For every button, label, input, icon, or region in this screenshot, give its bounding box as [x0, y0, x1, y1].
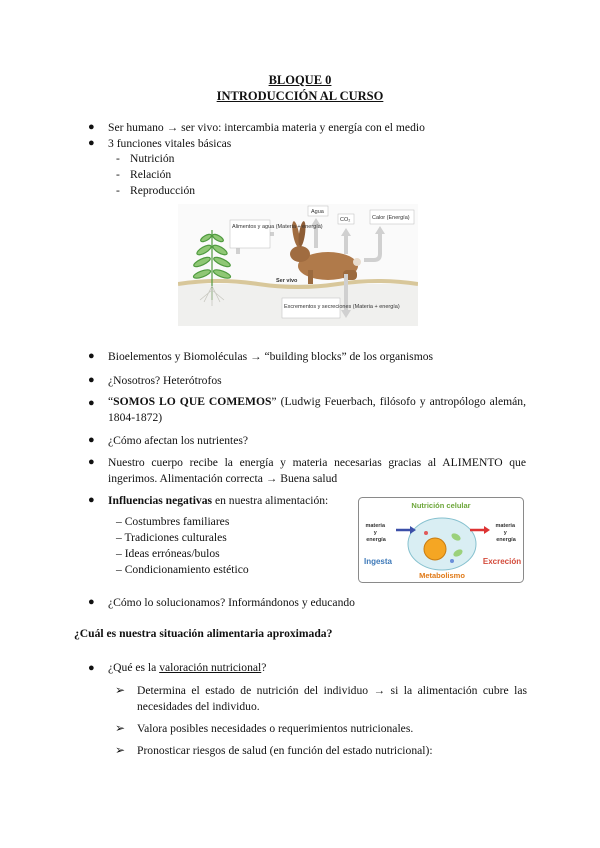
bullet-icon: ●	[88, 662, 95, 674]
bullet-text: Influencias negativas en nuestra alimentación:	[108, 494, 329, 507]
bullet-text: ¿Nosotros? Heterótrofos	[108, 374, 222, 387]
influences-bold: Influencias negativas	[108, 494, 213, 507]
nutritional-assessment-term: valoración nutricional	[159, 661, 262, 674]
page-subtitle: INTRODUCCIÓN AL CURSO	[216, 89, 384, 103]
bullet-icon: ●	[88, 121, 95, 133]
sub-item-text: Valora posibles necesidades o requerimientos nutricionales.	[137, 722, 414, 735]
sub-item-text: Pronosticar riesgos de salud (en función del estado nutricional):	[137, 744, 433, 757]
list-item: – Tradiciones culturales	[116, 531, 227, 544]
bullet-icon: ●	[88, 137, 95, 149]
bullet-text: Bioelementos y Biomoléculas → “building blocks” de los organismos	[108, 350, 434, 363]
bullet-text: ¿Cómo lo solucionamos? Informándonos y educando	[108, 596, 355, 609]
sub-item-text: Determina el estado de nutrición del individuo → si la alimentación cubre las necesidades del individuo.	[137, 684, 527, 713]
bullet-icon: ●	[88, 374, 95, 386]
list-item: – Ideas erróneas/bulos	[116, 547, 220, 560]
bullet-icon: ●	[88, 434, 95, 446]
heat-label: Calor (Energía)	[372, 215, 410, 221]
bullet-text: ¿Cómo afectan los nutrientes?	[108, 434, 249, 447]
quote-bold: SOMOS LO QUE COMEMOS	[113, 395, 272, 408]
list-item: – Costumbres familiares	[116, 515, 230, 528]
co2-label: CO₂	[340, 217, 351, 223]
list-item: Nutrición	[130, 152, 175, 165]
list-item: – Condicionamiento estético	[116, 563, 249, 576]
cellular-nutrition-diagram	[358, 497, 524, 583]
water-label: Agua	[311, 209, 324, 215]
list-item: Relación	[130, 168, 172, 181]
arrow-bullet-icon: ➢	[115, 683, 126, 697]
bullet-text: Nuestro cuerpo recibe la energía y materia necesarias gracias al ALIMENTO que ingerimos. Alimentación correcta → Buena salud	[108, 456, 526, 485]
question-text: ¿Qué es la valoración nutricional?	[108, 661, 267, 674]
arrow-bullet-icon: ➢	[115, 721, 126, 735]
excrement-label: Excrementos y secreciones (Materia + energía)	[284, 304, 400, 310]
bullet-icon: ●	[88, 350, 95, 362]
arrow-bullet-icon: ➢	[115, 743, 126, 757]
bullet-text: 3 funciones vitales básicas	[108, 137, 232, 150]
svg-text:materia y energía: materia y energía	[495, 523, 516, 543]
living-being-diagram	[178, 204, 418, 326]
bullet-icon: ●	[88, 397, 95, 409]
quote-text: “SOMOS LO QUE COMEMOS” (Ludwig Feuerbach, filósofo y antropólogo alemán, 1804-1872)	[108, 395, 526, 424]
page-title: BLOQUE 0	[268, 73, 332, 87]
section-heading: ¿Cuál es nuestra situación alimentaria aproximada?	[74, 627, 333, 640]
bullet-text: Ser humano → ser vivo: intercambia materia y energía con el medio	[108, 121, 425, 134]
dash-icon: -	[116, 168, 120, 181]
dash-icon: -	[116, 152, 120, 165]
ingesta-label: Ingesta	[363, 557, 393, 566]
nucleus-icon	[424, 538, 446, 560]
excrecion-label: Excreción	[482, 557, 522, 566]
svg-text:materia y energía: materia y energía	[365, 523, 386, 543]
living-being-label: Ser vivo	[276, 278, 298, 284]
influences-list	[116, 514, 249, 578]
bullet-icon: ●	[88, 456, 95, 468]
food-label: Alimentos y agua (Materia + energía)	[232, 224, 323, 230]
bullet-icon: ●	[88, 494, 95, 506]
fig2-title: Nutrición celular	[411, 501, 471, 510]
metabolismo-label: Metabolismo	[419, 571, 465, 580]
dash-icon: -	[116, 184, 120, 197]
list-item: Reproducción	[130, 184, 196, 197]
bullet-icon: ●	[88, 596, 95, 608]
